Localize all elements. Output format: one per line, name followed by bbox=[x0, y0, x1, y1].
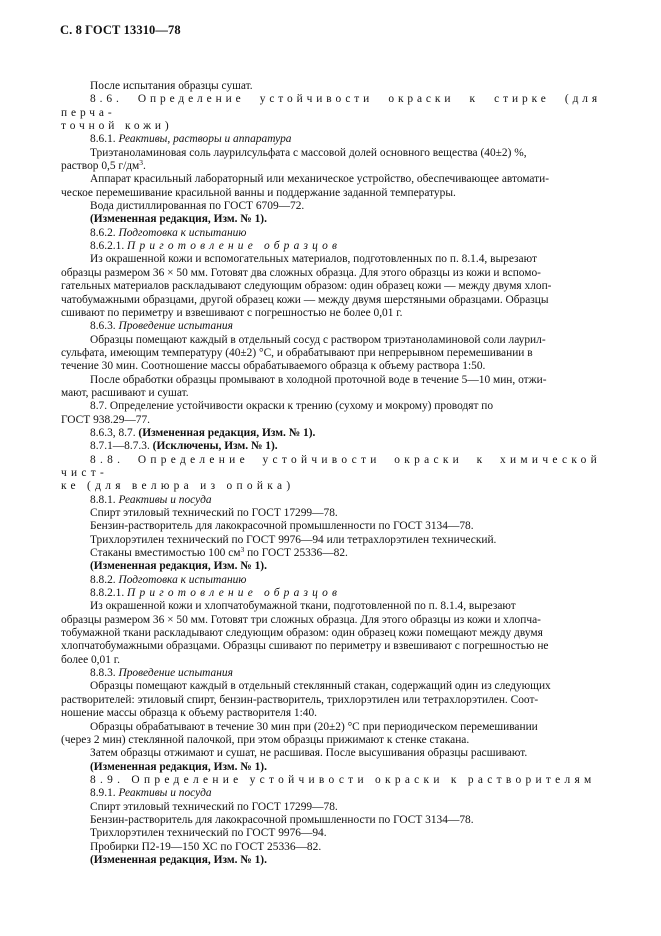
text-line: сшивают по периметру и взвешивают с погрешностью не более 0,01 г. bbox=[61, 306, 403, 319]
amendment-note: (Измененная редакция, Изм. № 1). bbox=[90, 213, 267, 226]
section-heading-8-6-cont: точной кожи) bbox=[61, 120, 173, 133]
amendment-note: (Измененная редакция, Изм. № 1). bbox=[90, 560, 267, 573]
text-line: Спирт этиловый технический по ГОСТ 17299—78. bbox=[90, 800, 338, 813]
text-line: мают, расшивают и сушат. bbox=[61, 386, 189, 399]
text-line: (через 2 мин) стеклянной палочкой, при этом образцы прижимают к стенке стакана. bbox=[61, 733, 470, 746]
text-line: ношение массы образца к объему растворителя 1:40. bbox=[61, 707, 318, 720]
subsection-8-6-3: 8.6.3. Проведение испытания bbox=[90, 320, 233, 333]
text-line: чатобумажными образцами, другой образец кожи — между двумя шерстяными образцами. Образцы bbox=[61, 293, 549, 306]
text-line: Аппарат красильный лабораторный или механическое устройство, обеспечивающее автомати- bbox=[90, 173, 550, 186]
section-heading-8-8: 8.8. Определение устойчивости окраски к химической чист- bbox=[61, 453, 601, 479]
text-line: Спирт этиловый технический по ГОСТ 17299—78. bbox=[90, 507, 338, 519]
subsection-8-6-2-1: 8.6.2.1. Приготовление образцов bbox=[90, 240, 342, 253]
text-line: Стаканы вместимостью 100 $см^3$ по ГОСТ 25336—82. bbox=[90, 545, 348, 560]
subsection-8-8-3: 8.8.3. Проведение испытания bbox=[90, 667, 233, 680]
section-heading-8-9: 8.9. Определение устойчивости окраски к растворителям bbox=[90, 773, 596, 786]
text-line: образцы размером 36 × 50 мм. Готовят два сложных образца. Для этого образцы из кожи и вспомо- bbox=[61, 266, 541, 279]
text-line: более 0,01 г. bbox=[61, 653, 120, 666]
amendment-note: (Измененная редакция, Изм. № 1). bbox=[90, 760, 267, 773]
subsection-8-6-2: 8.6.2. Подготовка к испытанию bbox=[90, 226, 247, 239]
amendment-note: 8.6.3, 8.7. (Измененная редакция, Изм. № 1). bbox=[90, 426, 316, 439]
text-line: Трихлорэтилен технический по ГОСТ 9976—94 или тетрахлорэтилен технический. bbox=[90, 533, 497, 546]
text-line: растворителей: этиловый спирт, бензин-растворитель, трихлорэтилен или тетрахлорэтилен. Соот- bbox=[61, 693, 539, 706]
text-line: Образцы помещают каждый в отдельный стеклянный стакан, содержащий один из следующих bbox=[90, 680, 551, 693]
text-line: Затем образцы отжимают и сушат, не расшивая. После высушивания образцы расшивают. bbox=[90, 747, 528, 760]
section-heading-8-6: 8.6. Определение устойчивости окраски к стирке (для перча- bbox=[61, 93, 601, 119]
section-heading-8-8-cont: ке (для велюра из опойка) bbox=[61, 480, 295, 493]
subsection-8-6-1: 8.6.1. Реактивы, растворы и аппаратура bbox=[90, 133, 292, 146]
text-line: гательных материалов раскладывают следующим образом: один образец кожи — между двумя хлоп- bbox=[61, 280, 552, 293]
text-line: хлопчатобумажными образцами. Образцы сшивают по периметру и взвешивают с погрешностью не bbox=[61, 640, 549, 653]
page-header: С. 8 ГОСТ 13310—78 bbox=[60, 23, 181, 37]
text-line: После испытания образцы сушат. bbox=[90, 80, 253, 92]
subsection-8-8-2: 8.8.2. Подготовка к испытанию bbox=[90, 573, 247, 586]
text-line: Образцы обрабатывают в течение 30 мин при (20±2) °С при периодическом перемешивании bbox=[90, 720, 538, 733]
text-line: 8.7. Определение устойчивости окраски к трению (сухому и мокрому) проводят по bbox=[90, 400, 494, 413]
amendment-note: (Измененная редакция, Изм. № 1). bbox=[90, 853, 267, 866]
text-line: Вода дистиллированная по ГОСТ 6709—72. bbox=[90, 200, 305, 213]
subsection-8-8-1: 8.8.1. Реактивы и посуда bbox=[90, 493, 212, 506]
text-line: После обработки образцы промывают в холодной проточной воде в течение 5—10 мин, отжи- bbox=[90, 373, 547, 386]
text-line: Из окрашенной кожи и хлопчатобумажной ткани, подготовленной по п. 8.1.4, вырезают bbox=[90, 600, 516, 613]
text-line: Образцы помещают каждый в отдельный сосуд с раствором триэтаноламиновой соли лаурил- bbox=[90, 333, 546, 346]
text-line: раствор 0,5 $г/дм^3$. bbox=[61, 158, 146, 173]
text-line: Бензин-растворитель для лакокрасочной промышленности по ГОСТ 3134—78. bbox=[90, 813, 474, 826]
text-line: образцы размером 36 × 50 мм. Готовят три сложных образца. Для этого образцы из кожи и хлопча- bbox=[61, 613, 541, 626]
text-line: Трихлорэтилен технический по ГОСТ 9976—94. bbox=[90, 827, 327, 840]
text-line: сульфата, имеющим температуру (40±2) °С, и обрабатывают при непрерывном перемешивании в bbox=[61, 346, 533, 359]
text-line: Из окрашенной кожи и вспомогательных материалов, подготовленных по п. 8.1.4, вырезают bbox=[90, 253, 537, 266]
text-line: Пробирки П2-19—150 ХС по ГОСТ 25336—82. bbox=[90, 840, 322, 853]
document-body bbox=[61, 80, 601, 867]
subsection-8-8-2-1: 8.8.2.1. Приготовление образцов bbox=[90, 587, 342, 600]
subsection-8-9-1: 8.9.1. Реактивы и посуда bbox=[90, 787, 212, 800]
text-line: ческое перемешивание красильной ванны и поддержание заданной температуры. bbox=[61, 186, 456, 199]
text-line: Бензин-растворитель для лакокрасочной промышленности по ГОСТ 3134—78. bbox=[90, 520, 474, 533]
text-line: Триэтаноламиновая соль лаурилсульфата с массовой долей основного вещества (40±2) %, bbox=[90, 146, 527, 159]
text-line: тобумажной ткани раскладывают следующим образом: один образец кожи помещают между двумя bbox=[61, 627, 543, 640]
text-line: течение 30 мин. Соотношение массы обрабатываемого образца к объему раствора 1:50. bbox=[61, 360, 486, 373]
amendment-note: 8.7.1—8.7.3. (Исключены, Изм. № 1). bbox=[90, 440, 278, 453]
text-line: ГОСТ 938.29—77. bbox=[61, 413, 151, 426]
